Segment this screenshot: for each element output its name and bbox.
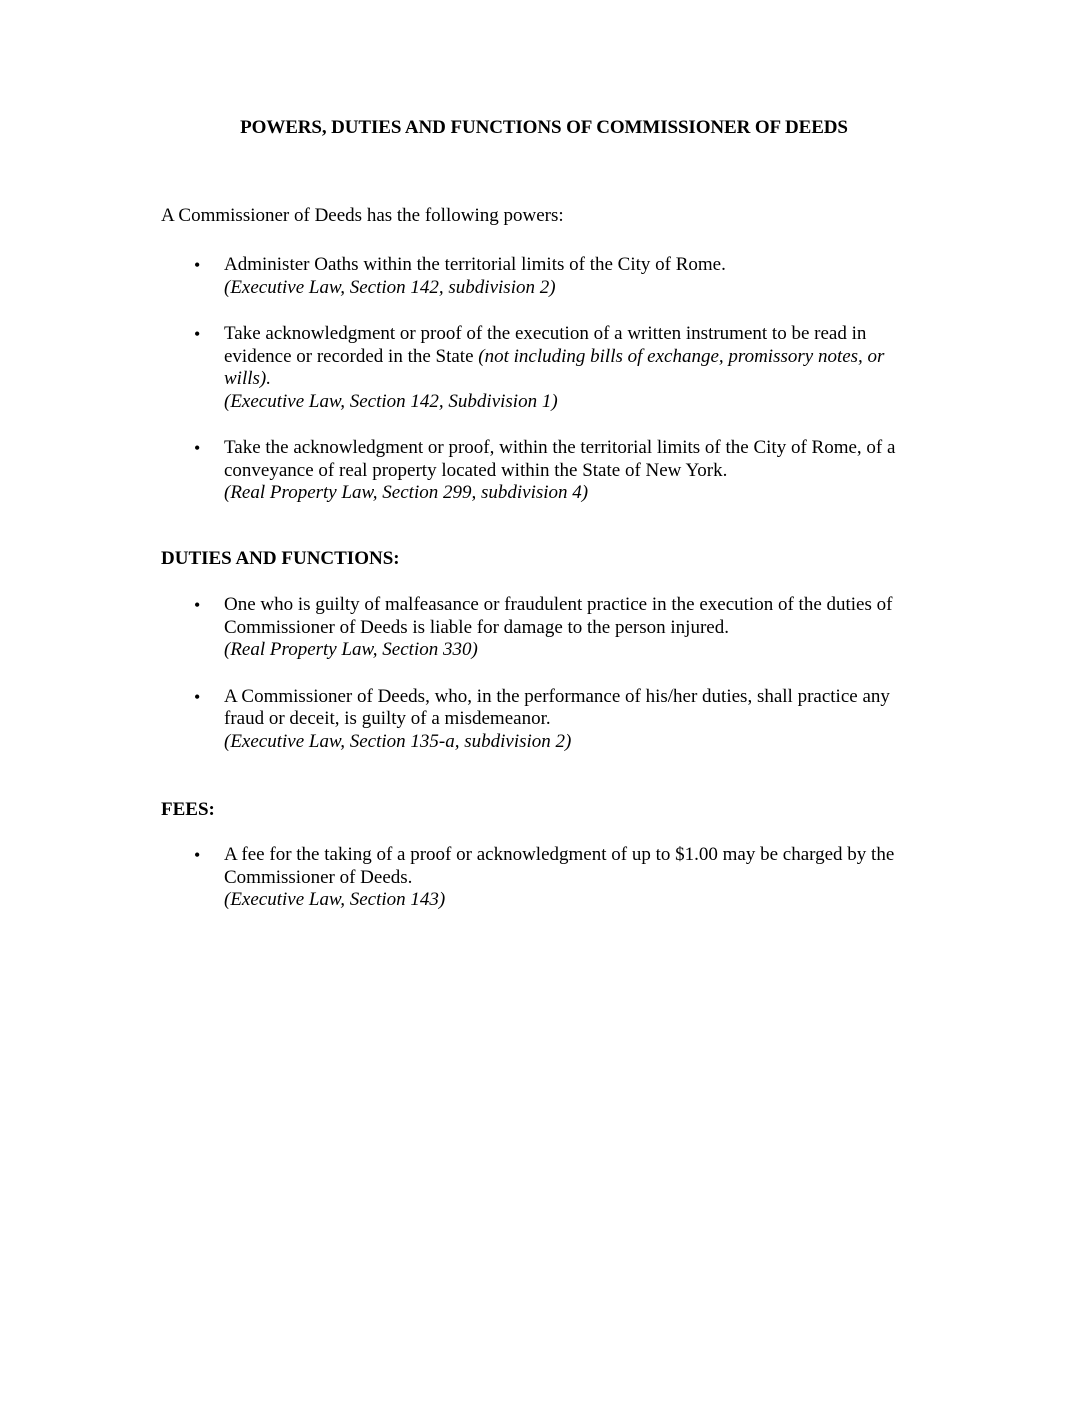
bullet-icon: • bbox=[194, 845, 201, 865]
powers-list bbox=[161, 254, 931, 505]
list-item bbox=[161, 323, 931, 413]
list-item bbox=[161, 844, 931, 912]
powers-intro: A Commissioner of Deeds has the following powers: bbox=[161, 205, 564, 226]
duty-text: A Commissioner of Deeds, who, in the performance of his/her duties, shall practice any fraud or deceit, is guilty of a misdemeanor. bbox=[224, 685, 890, 729]
power-text: Administer Oaths within the territorial limits of the City of Rome. bbox=[224, 254, 726, 275]
list-item bbox=[161, 437, 931, 505]
bullet-icon: • bbox=[194, 686, 201, 707]
list-item bbox=[161, 686, 931, 754]
power-text: Take acknowledgment or proof of the execution of a written instrument to be read in evidence or recorded in the State bbox=[224, 323, 867, 367]
power-exclusion-note: (not including bills of exchange, promissory notes, or wills). bbox=[224, 345, 885, 389]
fees-list bbox=[161, 844, 931, 912]
list-item bbox=[161, 254, 931, 299]
fee-text: A fee for the taking of a proof or acknowledgment of up to $1.00 may be charged by the Commissioner of Deeds. bbox=[224, 844, 895, 888]
duties-heading: DUTIES AND FUNCTIONS: bbox=[161, 548, 400, 569]
power-citation: (Executive Law, Section 142, subdivision 2) bbox=[224, 276, 556, 298]
fees-heading: FEES: bbox=[161, 799, 215, 820]
bullet-icon: • bbox=[194, 324, 201, 344]
duty-citation: (Executive Law, Section 135-a, subdivision 2) bbox=[224, 730, 572, 752]
bullet-icon: • bbox=[194, 255, 201, 275]
power-text: Take the acknowledgment or proof, within the territorial limits of the City of Rome, of a conveyance of real property located within the State of New York. bbox=[224, 437, 896, 481]
fee-citation: (Executive Law, Section 143) bbox=[224, 889, 446, 910]
document-title: POWERS, DUTIES AND FUNCTIONS OF COMMISSIONER OF DEEDS bbox=[240, 117, 848, 138]
bullet-icon: • bbox=[194, 595, 201, 615]
list-item bbox=[161, 594, 931, 662]
power-citation: (Real Property Law, Section 299, subdivision 4) bbox=[224, 482, 589, 503]
duty-text: One who is guilty of malfeasance or fraudulent practice in the execution of the duties of Commissioner of Deeds is liable for damage to the person injured. bbox=[224, 594, 893, 638]
duties-list bbox=[161, 594, 931, 753]
power-citation: (Executive Law, Section 142, Subdivision 1) bbox=[224, 390, 558, 412]
duty-citation: (Real Property Law, Section 330) bbox=[224, 639, 478, 660]
bullet-icon: • bbox=[194, 438, 201, 458]
